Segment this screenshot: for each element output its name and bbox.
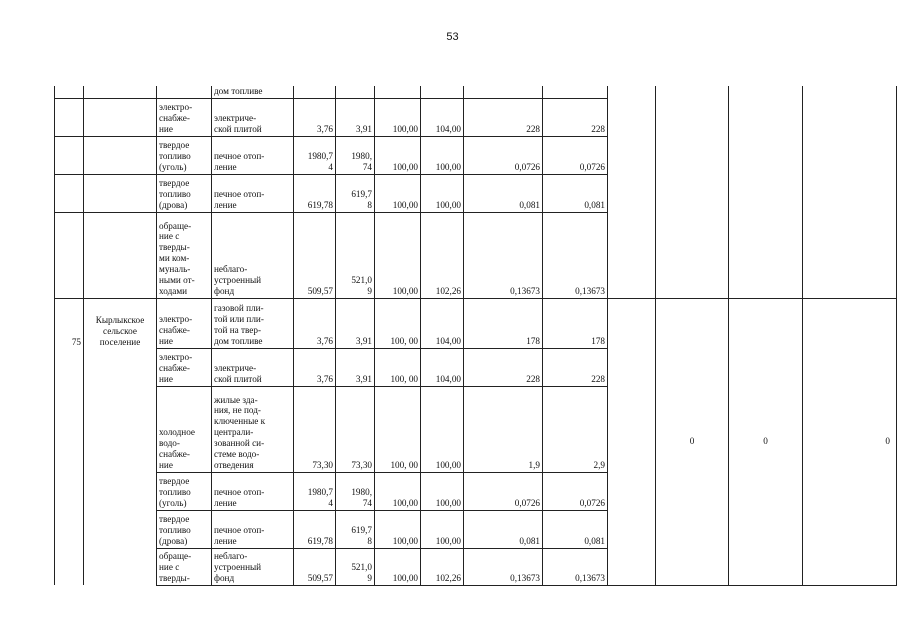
value-cell: 100,00 (375, 548, 421, 585)
value-cell: 100,00 (375, 212, 421, 298)
value-cell: 104,00 (421, 98, 464, 136)
value-cell: 228 (464, 348, 543, 386)
summary-cell: 0 (803, 298, 897, 585)
value-cell: 3,91 (336, 298, 375, 348)
row-number: 75 (71, 336, 81, 347)
value-cell: 3,76 (294, 298, 336, 348)
value-cell: 0,081 (464, 510, 543, 548)
value-cell: 228 (464, 98, 543, 136)
energy-source-cell: обраще- ние с тверды- ми ком- муналь- ными от- ходами (157, 212, 212, 298)
value-cell: 509,57 (294, 548, 336, 585)
energy-source-cell: холодное водо- снабже- ние (157, 386, 212, 472)
value-cell: 521,0 9 (336, 548, 375, 585)
value-cell: 0,081 (464, 174, 543, 212)
conditions-cell: печное отоп- ление (212, 136, 294, 174)
value-cell: 0,0726 (543, 136, 608, 174)
value-cell: 3,76 (294, 348, 336, 386)
value-cell: 0,0726 (543, 472, 608, 510)
settlement-name: Кырлыкское сельское поселение (95, 314, 145, 347)
page-number: 53 (446, 31, 459, 43)
value-cell: 619,7 8 (336, 510, 375, 548)
value-cell: 228 (543, 348, 608, 386)
value-cell: 0,081 (543, 510, 608, 548)
value-cell: 0,13673 (543, 212, 608, 298)
energy-source-cell: твердое топливо (уголь) (157, 472, 212, 510)
energy-source-cell: электро- снабже- ние (157, 98, 212, 136)
row-number-cell (55, 298, 84, 585)
value-cell: 104,00 (421, 348, 464, 386)
value-cell: 3,91 (336, 348, 375, 386)
value-cell: 0,081 (543, 174, 608, 212)
value-cell: 100,00 (421, 510, 464, 548)
value-cell: 0,13673 (464, 212, 543, 298)
energy-source-cell: твердое топливо (дрова) (157, 174, 212, 212)
table-row (55, 86, 897, 98)
value-cell: 0,13673 (543, 548, 608, 585)
tariff-table (54, 86, 897, 586)
value-cell: 1,9 (464, 386, 543, 472)
value-cell: 100,00 (421, 386, 464, 472)
conditions-cell: печное отоп- ление (212, 472, 294, 510)
value-cell: 619,78 (294, 510, 336, 548)
value-cell: 100, 00 (375, 386, 421, 472)
value-cell: 0,0726 (464, 136, 543, 174)
value-cell: 509,57 (294, 212, 336, 298)
energy-source-cell: электро- снабже- ние (157, 298, 212, 348)
conditions-cell: дом топливе (212, 86, 294, 98)
settlement-cell (84, 298, 157, 585)
value-cell: 178 (464, 298, 543, 348)
energy-source-cell: обраще- ние с тверды- (157, 548, 212, 585)
energy-source-cell: твердое топливо (уголь) (157, 136, 212, 174)
value-cell: 619,7 8 (336, 174, 375, 212)
value-cell: 100,00 (375, 98, 421, 136)
value-cell: 2,9 (543, 386, 608, 472)
table-row (55, 298, 897, 348)
energy-source-cell: электро- снабже- ние (157, 348, 212, 386)
value-cell: 1980,7 4 (294, 472, 336, 510)
value-cell: 3,91 (336, 98, 375, 136)
conditions-cell: неблаго- устроенный фонд (212, 212, 294, 298)
value-cell: 100,00 (375, 174, 421, 212)
value-cell: 100,00 (421, 174, 464, 212)
value-cell: 104,00 (421, 298, 464, 348)
conditions-cell: жилые зда- ния, не под- ключенные к централи- зованной си- стеме водо- отведения (212, 386, 294, 472)
energy-source-cell: твердое топливо (дрова) (157, 510, 212, 548)
value-cell: 73,30 (336, 386, 375, 472)
value-cell: 100,00 (375, 510, 421, 548)
value-cell: 1980, 74 (336, 136, 375, 174)
conditions-cell: электриче- ской плитой (212, 348, 294, 386)
conditions-cell: печное отоп- ление (212, 510, 294, 548)
value-cell: 619,78 (294, 174, 336, 212)
value-cell: 178 (543, 298, 608, 348)
value-cell: 100,00 (375, 136, 421, 174)
value-cell: 1980, 74 (336, 472, 375, 510)
value-cell: 102,26 (421, 548, 464, 585)
conditions-cell: электриче- ской плитой (212, 98, 294, 136)
value-cell: 73,30 (294, 386, 336, 472)
value-cell: 1980,7 4 (294, 136, 336, 174)
value-cell: 100,00 (375, 472, 421, 510)
conditions-cell: печное отоп- ление (212, 174, 294, 212)
value-cell: 0,13673 (464, 548, 543, 585)
value-cell: 521,0 9 (336, 212, 375, 298)
conditions-cell: газовой пли- той или пли- той на твер- дом топливе (212, 298, 294, 348)
summary-cell: 0 (729, 298, 803, 585)
value-cell: 100, 00 (375, 348, 421, 386)
value-cell: 100, 00 (375, 298, 421, 348)
value-cell: 228 (543, 98, 608, 136)
value-cell: 3,76 (294, 98, 336, 136)
summary-cell: 0 (656, 298, 729, 585)
value-cell: 100,00 (421, 136, 464, 174)
summary-cell (608, 298, 656, 585)
conditions-cell: неблаго- устроенный фонд (212, 548, 294, 585)
value-cell: 0,0726 (464, 472, 543, 510)
value-cell: 102,26 (421, 212, 464, 298)
value-cell: 100,00 (421, 472, 464, 510)
